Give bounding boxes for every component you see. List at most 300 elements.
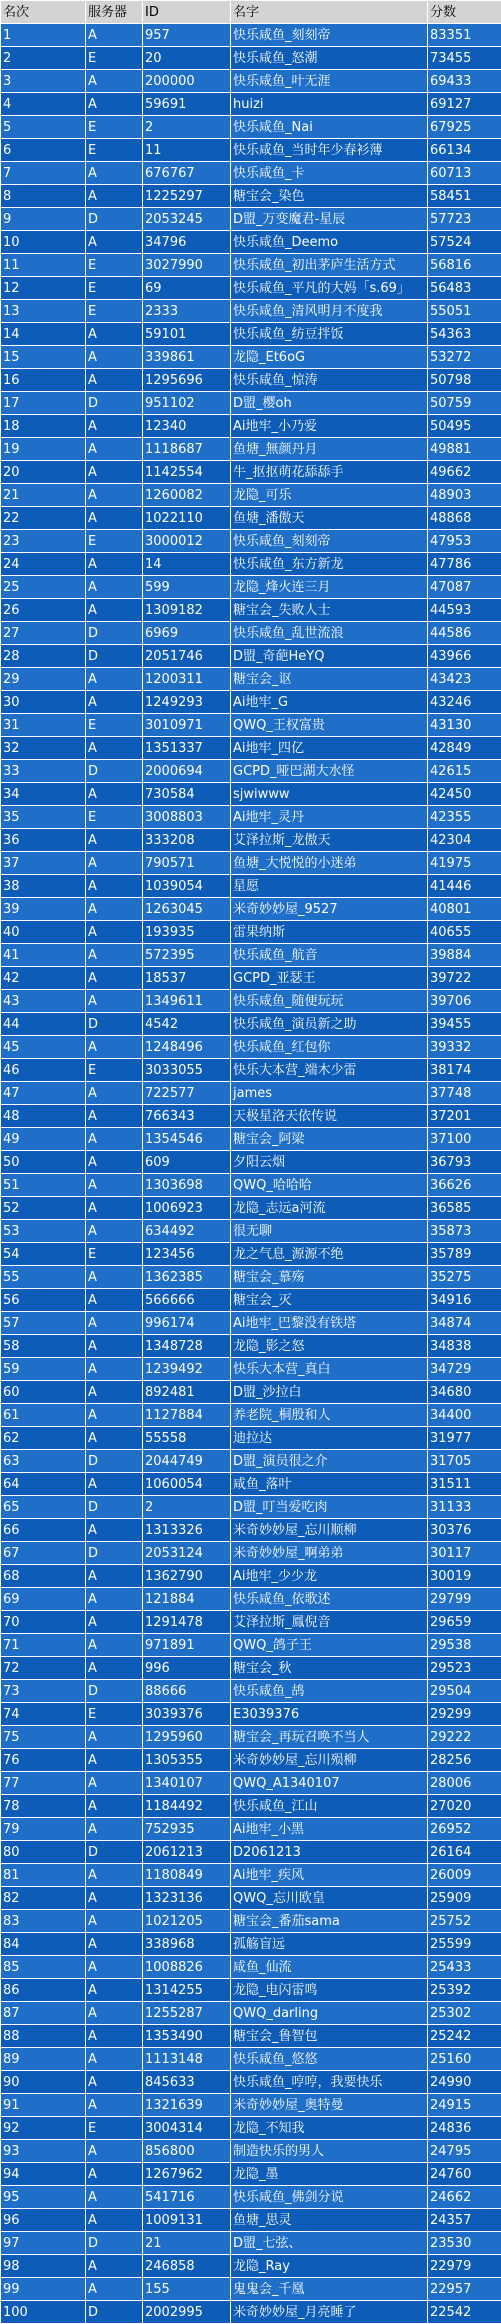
table-row — [1, 2301, 501, 2324]
table-row — [1, 806, 501, 829]
name-cell: QWQ_鸽子王 — [231, 1634, 428, 1657]
name-cell: 咸鱼_仙流 — [231, 1956, 428, 1979]
score-cell: 24662 — [428, 2186, 501, 2209]
server-cell: D — [86, 1450, 143, 1473]
table-row — [1, 2025, 501, 2048]
table-row — [1, 714, 501, 737]
name-cell: 孤觞盲远 — [231, 1933, 428, 1956]
server-cell: A — [86, 1151, 143, 1174]
id-cell: 34796 — [143, 231, 231, 254]
rank-cell: 13 — [1, 300, 86, 323]
id-cell: 722577 — [143, 1082, 231, 1105]
score-cell: 26164 — [428, 1841, 501, 1864]
score-cell: 83351 — [428, 24, 501, 47]
score-cell: 24915 — [428, 2094, 501, 2117]
score-cell: 30019 — [428, 1565, 501, 1588]
table-row — [1, 1220, 501, 1243]
table-row — [1, 2002, 501, 2025]
rank-cell: 52 — [1, 1197, 86, 1220]
table-row — [1, 1588, 501, 1611]
score-cell: 69433 — [428, 70, 501, 93]
score-cell: 25242 — [428, 2025, 501, 2048]
id-cell: 1249293 — [143, 691, 231, 714]
table-row — [1, 1634, 501, 1657]
rank-cell: 82 — [1, 1887, 86, 1910]
id-cell: 1295960 — [143, 1726, 231, 1749]
table-row — [1, 2117, 501, 2140]
header-name: 名字 — [231, 1, 428, 24]
server-cell: E — [86, 806, 143, 829]
server-cell: A — [86, 323, 143, 346]
server-cell: A — [86, 921, 143, 944]
server-cell: A — [86, 2071, 143, 2094]
score-cell: 28256 — [428, 1749, 501, 1772]
table-row — [1, 1680, 501, 1703]
rank-cell: 72 — [1, 1657, 86, 1680]
rank-cell: 25 — [1, 576, 86, 599]
id-cell: 59691 — [143, 93, 231, 116]
table-row — [1, 1542, 501, 1565]
table-row — [1, 1910, 501, 1933]
leaderboard-body — [1, 24, 501, 2324]
rank-cell: 41 — [1, 944, 86, 967]
score-cell: 49662 — [428, 461, 501, 484]
id-cell: 2000694 — [143, 760, 231, 783]
id-cell: 6969 — [143, 622, 231, 645]
name-cell: Ai地牢_灵丹 — [231, 806, 428, 829]
score-cell: 26009 — [428, 1864, 501, 1887]
score-cell: 30376 — [428, 1519, 501, 1542]
score-cell: 39722 — [428, 967, 501, 990]
table-row — [1, 185, 501, 208]
id-cell: 1295696 — [143, 369, 231, 392]
score-cell: 29504 — [428, 1680, 501, 1703]
score-cell: 39706 — [428, 990, 501, 1013]
name-cell: 米奇妙妙屋_忘川顺柳 — [231, 1519, 428, 1542]
id-cell: 155 — [143, 2278, 231, 2301]
server-cell: D — [86, 2301, 143, 2324]
name-cell: 艾泽拉斯_龙傲天 — [231, 829, 428, 852]
server-cell: D — [86, 760, 143, 783]
table-row — [1, 622, 501, 645]
name-cell: 制造快乐的男人 — [231, 2140, 428, 2163]
server-cell: E — [86, 1059, 143, 1082]
score-cell: 42304 — [428, 829, 501, 852]
rank-cell: 58 — [1, 1335, 86, 1358]
score-cell: 25160 — [428, 2048, 501, 2071]
rank-cell: 89 — [1, 2048, 86, 2071]
server-cell: A — [86, 93, 143, 116]
rank-cell: 70 — [1, 1611, 86, 1634]
id-cell: 3033055 — [143, 1059, 231, 1082]
id-cell: 1200311 — [143, 668, 231, 691]
rank-cell: 80 — [1, 1841, 86, 1864]
rank-cell: 53 — [1, 1220, 86, 1243]
table-row — [1, 392, 501, 415]
rank-cell: 56 — [1, 1289, 86, 1312]
name-cell: 糖宝会_秋 — [231, 1657, 428, 1680]
table-row — [1, 1197, 501, 1220]
server-cell: A — [86, 668, 143, 691]
name-cell: D盟_叮当爱吃肉 — [231, 1496, 428, 1519]
id-cell: 2053245 — [143, 208, 231, 231]
server-cell: D — [86, 2232, 143, 2255]
header-server: 服务器 — [86, 1, 143, 24]
id-cell: 951102 — [143, 392, 231, 415]
score-cell: 25752 — [428, 1910, 501, 1933]
server-cell: A — [86, 484, 143, 507]
header-row — [1, 1, 501, 24]
score-cell: 39332 — [428, 1036, 501, 1059]
rank-cell: 12 — [1, 277, 86, 300]
score-cell: 47786 — [428, 553, 501, 576]
rank-cell: 33 — [1, 760, 86, 783]
server-cell: A — [86, 944, 143, 967]
server-cell: A — [86, 1197, 143, 1220]
name-cell: 鱼塘_大悦悦的小迷弟 — [231, 852, 428, 875]
table-row — [1, 346, 501, 369]
name-cell: 龙隐_影之怒 — [231, 1335, 428, 1358]
table-row — [1, 1611, 501, 1634]
id-cell: 1022110 — [143, 507, 231, 530]
id-cell: 599 — [143, 576, 231, 599]
score-cell: 43966 — [428, 645, 501, 668]
rank-cell: 51 — [1, 1174, 86, 1197]
name-cell: 快乐咸鱼_乱世流浪 — [231, 622, 428, 645]
score-cell: 24795 — [428, 2140, 501, 2163]
score-cell: 24357 — [428, 2209, 501, 2232]
rank-cell: 100 — [1, 2301, 86, 2324]
name-cell: 米奇妙妙屋_9527 — [231, 898, 428, 921]
table-row — [1, 93, 501, 116]
server-cell: A — [86, 737, 143, 760]
name-cell: QWQ_A1340107 — [231, 1772, 428, 1795]
id-cell: 1255287 — [143, 2002, 231, 2025]
rank-cell: 65 — [1, 1496, 86, 1519]
id-cell: 1353490 — [143, 2025, 231, 2048]
server-cell: A — [86, 461, 143, 484]
rank-cell: 85 — [1, 1956, 86, 1979]
name-cell: 快乐咸鱼_随便玩玩 — [231, 990, 428, 1013]
rank-cell: 77 — [1, 1772, 86, 1795]
name-cell: Ai地牢_小乃爱 — [231, 415, 428, 438]
table-row — [1, 2071, 501, 2094]
rank-cell: 92 — [1, 2117, 86, 2140]
rank-cell: 9 — [1, 208, 86, 231]
id-cell: 1362790 — [143, 1565, 231, 1588]
name-cell: 快乐咸鱼_当时年少春衫薄 — [231, 139, 428, 162]
name-cell: Ai地牢_四亿 — [231, 737, 428, 760]
id-cell: 1180849 — [143, 1864, 231, 1887]
table-row — [1, 507, 501, 530]
name-cell: 快乐大本营_真白 — [231, 1358, 428, 1381]
table-row — [1, 2232, 501, 2255]
table-row — [1, 1519, 501, 1542]
score-cell: 50759 — [428, 392, 501, 415]
rank-cell: 87 — [1, 2002, 86, 2025]
name-cell: 快乐咸鱼_叶无涯 — [231, 70, 428, 93]
name-cell: 米奇妙妙屋_啊弟弟 — [231, 1542, 428, 1565]
server-cell: A — [86, 1220, 143, 1243]
server-cell: A — [86, 2186, 143, 2209]
id-cell: 1006923 — [143, 1197, 231, 1220]
table-row — [1, 783, 501, 806]
name-cell: 快乐咸鱼_Deemo — [231, 231, 428, 254]
score-cell: 57723 — [428, 208, 501, 231]
rank-cell: 55 — [1, 1266, 86, 1289]
id-cell: 2044749 — [143, 1450, 231, 1473]
rank-cell: 79 — [1, 1818, 86, 1841]
server-cell: D — [86, 1542, 143, 1565]
rank-cell: 49 — [1, 1128, 86, 1151]
name-cell: 糖宝会_再玩召唤不当人 — [231, 1726, 428, 1749]
score-cell: 39884 — [428, 944, 501, 967]
score-cell: 67925 — [428, 116, 501, 139]
rank-cell: 94 — [1, 2163, 86, 2186]
score-cell: 43246 — [428, 691, 501, 714]
rank-cell: 31 — [1, 714, 86, 737]
table-row — [1, 2140, 501, 2163]
name-cell: QWQ_王权富贵 — [231, 714, 428, 737]
table-row — [1, 1059, 501, 1082]
table-row — [1, 461, 501, 484]
rank-cell: 68 — [1, 1565, 86, 1588]
id-cell: 730584 — [143, 783, 231, 806]
table-row — [1, 1726, 501, 1749]
name-cell: GCPD_亚瑟王 — [231, 967, 428, 990]
id-cell: 1118687 — [143, 438, 231, 461]
score-cell: 37201 — [428, 1105, 501, 1128]
score-cell: 44586 — [428, 622, 501, 645]
name-cell: 龙之气息_源源不绝 — [231, 1243, 428, 1266]
rank-cell: 35 — [1, 806, 86, 829]
table-row — [1, 967, 501, 990]
rank-cell: 39 — [1, 898, 86, 921]
server-cell: A — [86, 162, 143, 185]
table-row — [1, 645, 501, 668]
table-row — [1, 254, 501, 277]
rank-cell: 62 — [1, 1427, 86, 1450]
score-cell: 25433 — [428, 1956, 501, 1979]
rank-cell: 1 — [1, 24, 86, 47]
score-cell: 37100 — [428, 1128, 501, 1151]
rank-cell: 2 — [1, 47, 86, 70]
name-cell: 龙隐_烽火连三月 — [231, 576, 428, 599]
rank-cell: 44 — [1, 1013, 86, 1036]
id-cell: 1309182 — [143, 599, 231, 622]
table-row — [1, 1335, 501, 1358]
server-cell: A — [86, 898, 143, 921]
table-row — [1, 484, 501, 507]
id-cell: 193935 — [143, 921, 231, 944]
name-cell: 糖宝会_番茄sama — [231, 1910, 428, 1933]
score-cell: 56483 — [428, 277, 501, 300]
name-cell: 鬼鬼会_千凰 — [231, 2278, 428, 2301]
score-cell: 49881 — [428, 438, 501, 461]
id-cell: 1323136 — [143, 1887, 231, 1910]
server-cell: A — [86, 2025, 143, 2048]
name-cell: 快乐咸鱼_Nai — [231, 116, 428, 139]
rank-cell: 6 — [1, 139, 86, 162]
server-cell: A — [86, 691, 143, 714]
server-cell: D — [86, 1013, 143, 1036]
rank-cell: 40 — [1, 921, 86, 944]
header-rank: 名次 — [1, 1, 86, 24]
id-cell: 3004314 — [143, 2117, 231, 2140]
name-cell: 快乐咸鱼_东方新龙 — [231, 553, 428, 576]
table-row — [1, 1358, 501, 1381]
id-cell: 634492 — [143, 1220, 231, 1243]
rank-cell: 93 — [1, 2140, 86, 2163]
score-cell: 54363 — [428, 323, 501, 346]
name-cell: Ai地牢_少少龙 — [231, 1565, 428, 1588]
name-cell: Ai地牢_小黑 — [231, 1818, 428, 1841]
score-cell: 35789 — [428, 1243, 501, 1266]
score-cell: 42450 — [428, 783, 501, 806]
name-cell: 很无聊 — [231, 1220, 428, 1243]
table-row — [1, 47, 501, 70]
table-row — [1, 323, 501, 346]
table-row — [1, 1404, 501, 1427]
id-cell: 1127884 — [143, 1404, 231, 1427]
score-cell: 58451 — [428, 185, 501, 208]
table-row — [1, 277, 501, 300]
table-row — [1, 553, 501, 576]
score-cell: 50495 — [428, 415, 501, 438]
rank-cell: 21 — [1, 484, 86, 507]
id-cell: 3039376 — [143, 1703, 231, 1726]
id-cell: 1260082 — [143, 484, 231, 507]
id-cell: 18537 — [143, 967, 231, 990]
rank-cell: 76 — [1, 1749, 86, 1772]
id-cell: 572395 — [143, 944, 231, 967]
name-cell: QWQ_忘川欧皇 — [231, 1887, 428, 1910]
server-cell: A — [86, 1956, 143, 1979]
score-cell: 29523 — [428, 1657, 501, 1680]
name-cell: 雷果纳斯 — [231, 921, 428, 944]
score-cell: 22979 — [428, 2255, 501, 2278]
score-cell: 24836 — [428, 2117, 501, 2140]
server-cell: A — [86, 599, 143, 622]
id-cell: 4542 — [143, 1013, 231, 1036]
rank-cell: 99 — [1, 2278, 86, 2301]
score-cell: 25392 — [428, 1979, 501, 2002]
score-cell: 56816 — [428, 254, 501, 277]
server-cell: A — [86, 990, 143, 1013]
name-cell: huizi — [231, 93, 428, 116]
rank-cell: 15 — [1, 346, 86, 369]
table-row — [1, 1956, 501, 1979]
table-row — [1, 2209, 501, 2232]
rank-cell: 34 — [1, 783, 86, 806]
rank-cell: 10 — [1, 231, 86, 254]
score-cell: 66134 — [428, 139, 501, 162]
server-cell: E — [86, 714, 143, 737]
table-row — [1, 415, 501, 438]
id-cell: 1009131 — [143, 2209, 231, 2232]
rank-cell: 45 — [1, 1036, 86, 1059]
rank-cell: 4 — [1, 93, 86, 116]
name-cell: 快乐咸鱼_怒潮 — [231, 47, 428, 70]
name-cell: 咸鱼_落叶 — [231, 1473, 428, 1496]
name-cell: 快乐咸鱼_江山 — [231, 1795, 428, 1818]
rank-cell: 73 — [1, 1680, 86, 1703]
rank-cell: 59 — [1, 1358, 86, 1381]
score-cell: 34916 — [428, 1289, 501, 1312]
table-row — [1, 300, 501, 323]
score-cell: 30117 — [428, 1542, 501, 1565]
table-row — [1, 1933, 501, 1956]
rank-cell: 32 — [1, 737, 86, 760]
server-cell: A — [86, 1657, 143, 1680]
table-row — [1, 530, 501, 553]
name-cell: 快乐咸鱼_航音 — [231, 944, 428, 967]
score-cell: 22957 — [428, 2278, 501, 2301]
id-cell: 790571 — [143, 852, 231, 875]
score-cell: 28006 — [428, 1772, 501, 1795]
score-cell: 42355 — [428, 806, 501, 829]
name-cell: QWQ_darling — [231, 2002, 428, 2025]
name-cell: 星愿 — [231, 875, 428, 898]
server-cell: E — [86, 139, 143, 162]
score-cell: 26952 — [428, 1818, 501, 1841]
table-row — [1, 1266, 501, 1289]
id-cell: 59101 — [143, 323, 231, 346]
id-cell: 1267962 — [143, 2163, 231, 2186]
table-row — [1, 1013, 501, 1036]
server-cell: E — [86, 2117, 143, 2140]
server-cell: D — [86, 1841, 143, 1864]
rank-cell: 81 — [1, 1864, 86, 1887]
server-cell: A — [86, 1611, 143, 1634]
id-cell: 1354546 — [143, 1128, 231, 1151]
score-cell: 47953 — [428, 530, 501, 553]
id-cell: 12340 — [143, 415, 231, 438]
id-cell: 1348728 — [143, 1335, 231, 1358]
table-row — [1, 2186, 501, 2209]
table-row — [1, 1036, 501, 1059]
server-cell: A — [86, 369, 143, 392]
id-cell: 1313326 — [143, 1519, 231, 1542]
id-cell: 1248496 — [143, 1036, 231, 1059]
name-cell: 鱼塘_潘傲天 — [231, 507, 428, 530]
id-cell: 1225297 — [143, 185, 231, 208]
score-cell: 44593 — [428, 599, 501, 622]
server-cell: A — [86, 1818, 143, 1841]
score-cell: 40655 — [428, 921, 501, 944]
server-cell: A — [86, 1128, 143, 1151]
id-cell: 333208 — [143, 829, 231, 852]
score-cell: 37748 — [428, 1082, 501, 1105]
header-score: 分数 — [428, 1, 501, 24]
table-row — [1, 116, 501, 139]
id-cell: 2053124 — [143, 1542, 231, 1565]
server-cell: E — [86, 1703, 143, 1726]
server-cell: E — [86, 47, 143, 70]
name-cell: GCPD_哑巴湖大水怪 — [231, 760, 428, 783]
server-cell: A — [86, 185, 143, 208]
server-cell: A — [86, 1381, 143, 1404]
table-row — [1, 1887, 501, 1910]
name-cell: sjwiwww — [231, 783, 428, 806]
name-cell: 迪拉达 — [231, 1427, 428, 1450]
table-row — [1, 1473, 501, 1496]
score-cell: 41975 — [428, 852, 501, 875]
score-cell: 31977 — [428, 1427, 501, 1450]
table-row — [1, 1151, 501, 1174]
server-cell: A — [86, 1174, 143, 1197]
server-cell: A — [86, 1726, 143, 1749]
